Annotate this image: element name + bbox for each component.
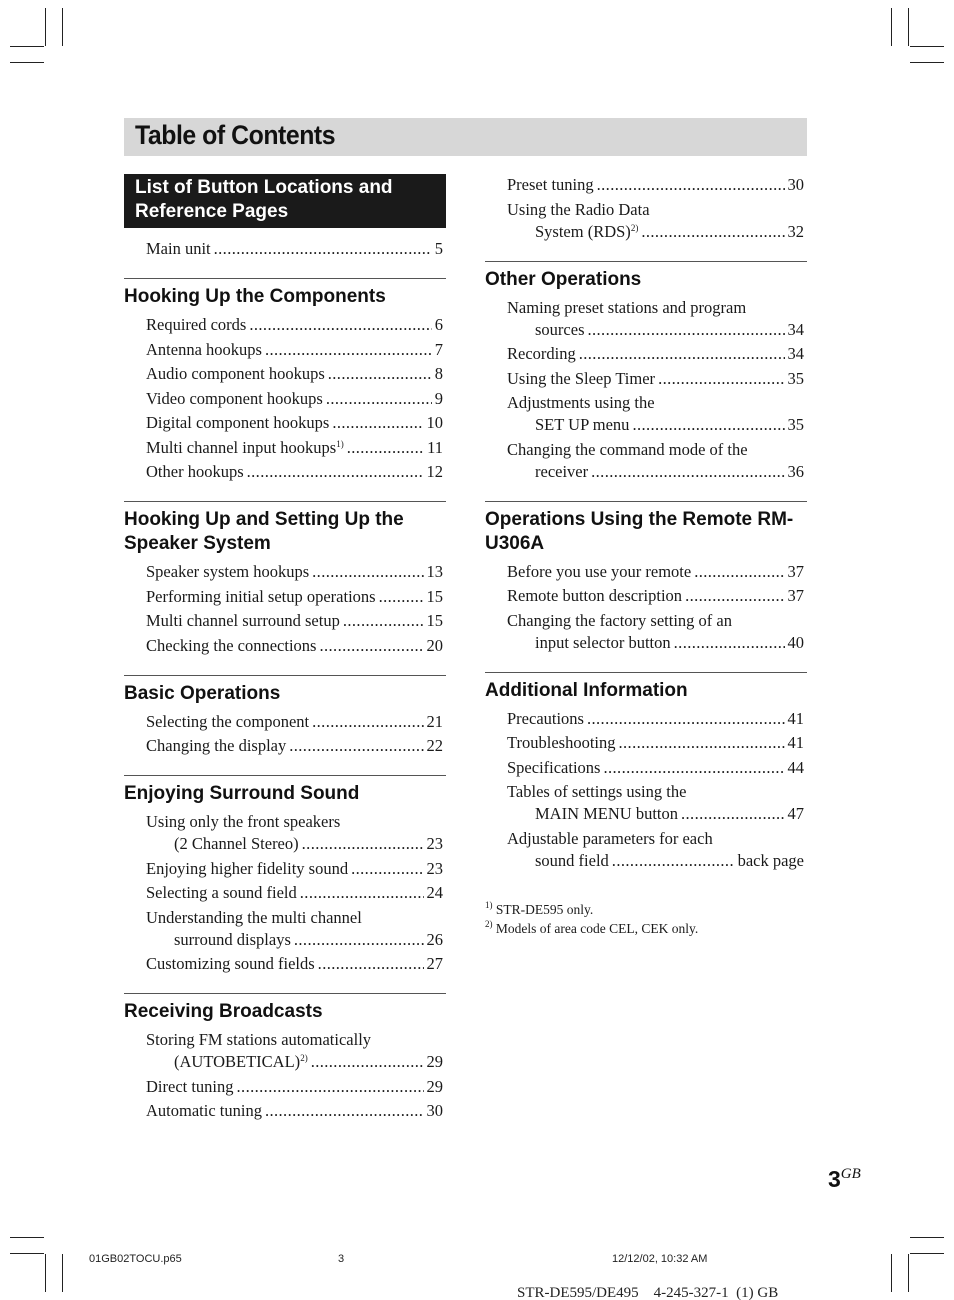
entry-row [146, 561, 443, 583]
entry-label [146, 858, 348, 880]
entry-label-text: Selecting the component [146, 711, 310, 731]
page-ref: 32 [787, 221, 804, 241]
entry-list [124, 811, 446, 975]
page-ref: 20 [426, 635, 443, 655]
entry-label [535, 803, 678, 825]
entry-label-text: Performing initial setup operations [146, 586, 376, 606]
page-ref: 23 [426, 858, 443, 878]
toc-entry [146, 711, 443, 733]
entry-label [146, 363, 325, 385]
entry-list [485, 561, 807, 654]
entry-row [146, 953, 443, 975]
entry-label-text: receiver [535, 461, 589, 481]
entry-label [146, 238, 211, 260]
footer-file: 01GB02TOCU.p65 [89, 1253, 182, 1265]
entry-label [535, 850, 609, 872]
entry-label-text: sound field [535, 850, 609, 870]
leader-dots [612, 850, 735, 872]
crop-mark [910, 46, 944, 47]
page-ref: 29 [426, 1052, 443, 1071]
entry-row [146, 1100, 443, 1122]
entry-row [507, 757, 804, 779]
leader-dots [681, 803, 785, 825]
section-heading: Enjoying Surround Sound [124, 783, 360, 804]
entry-label [507, 174, 594, 196]
entry-label [535, 221, 638, 243]
leader-dots [312, 711, 423, 733]
entry-list [124, 711, 446, 758]
leader-dots [587, 708, 785, 730]
entry-label [174, 929, 291, 951]
leader-dots [674, 632, 785, 654]
entry-row [507, 368, 804, 390]
page-ref: 29 [426, 1076, 443, 1096]
page-ref: 35 [787, 415, 804, 434]
footer-model: STR-DE595/DE495 4-245-327-1 (1) GB [517, 1285, 779, 1300]
page-ref: back page [737, 850, 804, 870]
entry-label [146, 339, 262, 361]
leader-dots [685, 585, 784, 607]
crop-mark [45, 8, 46, 46]
leader-dots [343, 610, 424, 632]
footnote-text: Models of area code CEL, CEK only. [495, 920, 699, 936]
leader-dots [294, 929, 424, 951]
page-ref: 37 [787, 561, 804, 581]
entry-label [146, 314, 246, 336]
crop-mark [62, 1254, 63, 1292]
toc-entry [507, 757, 804, 779]
entry-label-text: Audio component hookups [146, 364, 325, 383]
entry-row [146, 882, 443, 904]
toc-entry [146, 610, 443, 632]
entry-list [485, 174, 807, 243]
page-ref: 40 [787, 632, 804, 652]
entry-row [146, 929, 443, 951]
toc-section [124, 993, 446, 1122]
entry-label [146, 412, 329, 434]
section-heading: Receiving Broadcasts [124, 1001, 323, 1022]
leader-dots [694, 561, 784, 583]
page-ref: 27 [426, 954, 443, 973]
toc-entry [507, 732, 804, 754]
entry-title-line: Tables of settings using the [507, 782, 687, 801]
toc-section [485, 174, 807, 243]
entry-label [507, 585, 682, 607]
footnote [485, 919, 807, 938]
crop-mark [891, 1254, 892, 1292]
toc-entry [507, 392, 804, 436]
entry-label-text: sources [535, 319, 585, 339]
entry-title-line: Adjustable parameters for each [507, 828, 713, 848]
entry-list [124, 314, 446, 483]
crop-mark [10, 46, 44, 47]
page-ref: 5 [434, 239, 443, 258]
entry-label-text: Selecting a sound field [146, 883, 297, 902]
entry-label-text: Before you use your remote [507, 561, 692, 581]
toc-entry [146, 363, 443, 385]
page-ref: 23 [426, 834, 443, 853]
page-ref: 26 [426, 929, 443, 949]
entry-label [146, 388, 323, 410]
entry-label-text: Troubleshooting [507, 733, 616, 752]
footnote-mark: 1) [336, 438, 344, 449]
footnote-mark: 2) [300, 1053, 308, 1063]
section-heading: Additional Information [485, 679, 688, 701]
entry-label [146, 561, 309, 583]
section-heading: Basic Operations [124, 682, 281, 704]
entry-label-text: Multi channel surround setup [146, 611, 340, 630]
leader-dots [265, 1100, 424, 1122]
toc-entry [146, 437, 443, 459]
section-heading: Hooking Up and Setting Up the Speaker System [124, 509, 404, 554]
page-ref: 35 [787, 368, 804, 388]
entry-row [507, 561, 804, 583]
page-ref: 34 [787, 319, 804, 339]
toc-entry [146, 1029, 443, 1073]
entry-row [146, 1051, 443, 1073]
footnote-mark: 2) [630, 222, 639, 233]
toc-entry [146, 586, 443, 608]
entry-title-line: Adjustments using the [507, 393, 655, 412]
toc-entry [507, 368, 804, 390]
page-ref: 37 [787, 586, 804, 605]
entry-row [507, 221, 804, 243]
entry-row [146, 437, 443, 459]
entry-row [146, 711, 443, 733]
toc-entry [146, 238, 443, 260]
page-ref: 22 [426, 736, 443, 755]
crop-mark [891, 8, 892, 46]
toc-entry [146, 339, 443, 361]
toc-entry [507, 561, 804, 583]
page-ref: 41 [787, 733, 804, 752]
entry-label-text: Required cords [146, 315, 247, 334]
leader-dots [289, 735, 423, 757]
toc-entry [507, 828, 804, 872]
entry-row [146, 635, 443, 657]
entry-label-text: Enjoying higher fidelity sound [146, 858, 349, 878]
entry-row [146, 1076, 443, 1098]
leader-dots [332, 412, 423, 434]
toc-section [485, 501, 807, 654]
toc-section [124, 675, 446, 758]
footnote [485, 900, 807, 919]
entry-label-text: System (RDS) [535, 221, 631, 241]
entry-label [146, 635, 316, 657]
entry-row [507, 414, 804, 436]
entry-row [507, 174, 804, 196]
entry-label [507, 343, 576, 365]
entry-row [507, 803, 804, 825]
crop-mark [910, 62, 944, 63]
entry-row [507, 585, 804, 607]
entry-label [146, 437, 344, 459]
page-ref: 11 [427, 437, 443, 457]
entry-row [507, 319, 804, 341]
toc-entry [146, 635, 443, 657]
footer-datetime: 12/12/02, 10:32 AM [612, 1253, 708, 1265]
entry-label [146, 953, 315, 975]
page-ref: 13 [426, 562, 443, 581]
toc-entry [146, 735, 443, 757]
toc-entry [146, 314, 443, 336]
toc-entry [146, 811, 443, 855]
entry-label [535, 414, 629, 436]
crop-mark [45, 1254, 46, 1292]
entry-label-text: Multi channel input hookups [146, 437, 337, 457]
entry-row [146, 238, 443, 260]
crop-mark [910, 1237, 944, 1238]
leader-dots [237, 1076, 424, 1098]
entry-label [507, 732, 616, 754]
toc-entry [507, 781, 804, 825]
entry-label-text: Speaker system hookups [146, 562, 310, 581]
entry-label [507, 561, 691, 583]
page-ref: 30 [787, 175, 804, 194]
entry-row [146, 833, 443, 855]
entry-title-line: Storing FM stations automatically [146, 1030, 372, 1049]
toc-entry [507, 708, 804, 730]
entry-label-text: Preset tuning [507, 175, 594, 194]
right-column [485, 174, 807, 938]
toc-entry [507, 343, 804, 365]
leader-dots [214, 238, 432, 260]
entry-label-text: Video component hookups [146, 388, 323, 408]
leader-dots [379, 586, 424, 608]
entry-label-text: (AUTOBETICAL) [174, 1052, 301, 1071]
entry-label-text: (2 Channel Stereo) [174, 834, 299, 853]
page-title: Table of Contents [135, 120, 336, 150]
page-ref: 6 [434, 315, 443, 334]
leader-dots [579, 343, 785, 365]
leader-dots [641, 221, 784, 243]
section-heading: List of Button Locations and Reference Pages [124, 174, 446, 228]
leader-dots [351, 858, 423, 880]
entry-label [146, 610, 340, 632]
crop-mark [10, 62, 44, 63]
entry-row [146, 586, 443, 608]
footnotes [485, 900, 807, 938]
entry-label-text: Recording [507, 344, 576, 363]
page-ref: 10 [426, 413, 443, 432]
entry-label [146, 882, 297, 904]
entry-label-text: Other hookups [146, 462, 244, 481]
entry-label-text: Digital component hookups [146, 413, 330, 432]
page-ref: 34 [787, 344, 804, 363]
entry-label-text: Checking the connections [146, 635, 317, 655]
toc-entry [146, 1076, 443, 1098]
page-suffix: GB [840, 1166, 861, 1182]
leader-dots [658, 368, 784, 390]
entry-list [124, 561, 446, 657]
entry-row [146, 412, 443, 434]
entry-row [146, 858, 443, 880]
entry-row [507, 632, 804, 654]
toc-section [485, 672, 807, 872]
entry-label [507, 368, 655, 390]
entry-row [146, 461, 443, 483]
entry-label-text: Antenna hookups [146, 339, 262, 359]
entry-row [146, 735, 443, 757]
crop-mark [10, 1237, 44, 1238]
entry-label-text: MAIN MENU button [535, 804, 678, 823]
toc-entry [507, 174, 804, 196]
entry-label [507, 708, 584, 730]
page-ref: 15 [426, 586, 443, 606]
entry-label [146, 735, 286, 757]
toc-entry [507, 585, 804, 607]
entry-row [507, 461, 804, 483]
leader-dots [311, 1051, 424, 1073]
leader-dots [302, 833, 424, 855]
leader-dots [247, 461, 424, 483]
entry-label-text: surround displays [174, 929, 291, 949]
toc-entry [146, 388, 443, 410]
entry-label [535, 461, 588, 483]
entry-row [146, 314, 443, 336]
page-ref: 12 [426, 462, 443, 481]
entry-label [174, 833, 299, 855]
page-ref: 24 [426, 883, 443, 902]
leader-dots [326, 388, 432, 410]
entry-row [146, 363, 443, 385]
toc-entry [146, 882, 443, 904]
section-heading: Other Operations [485, 268, 642, 290]
leader-dots [249, 314, 431, 336]
entry-label [146, 1076, 234, 1098]
entry-label-text: Automatic tuning [146, 1101, 262, 1120]
leader-dots [319, 635, 423, 657]
entry-label [146, 586, 376, 608]
page-ref: 36 [787, 461, 804, 481]
entry-label [146, 711, 309, 733]
entry-label-text: Using the Sleep Timer [507, 368, 656, 388]
crop-mark [908, 1254, 909, 1292]
toc-entry [146, 461, 443, 483]
crop-mark [908, 8, 909, 46]
entry-row [507, 343, 804, 365]
toc-entry [146, 953, 443, 975]
leader-dots [632, 414, 784, 436]
footer-page: 3 [338, 1253, 345, 1265]
entry-title-line: Understanding the multi channel [146, 907, 362, 927]
page-ref: 21 [426, 711, 443, 731]
entry-row [507, 732, 804, 754]
entry-label [507, 757, 600, 779]
toc-entry [146, 907, 443, 951]
footnote-mark: 2) [485, 918, 493, 929]
entry-label [535, 319, 584, 341]
toc-section [124, 775, 446, 975]
toc-entry [146, 412, 443, 434]
entry-title-line: Changing the factory setting of an [507, 610, 732, 630]
entry-row [146, 388, 443, 410]
entry-row [507, 850, 804, 872]
entry-label-text: Specifications [507, 757, 601, 777]
entry-row [146, 339, 443, 361]
entry-list [124, 1029, 446, 1122]
leader-dots [318, 953, 424, 975]
entry-label-text: Remote button description [507, 586, 683, 605]
entry-row [146, 610, 443, 632]
leader-dots [300, 882, 424, 904]
leader-dots [597, 174, 785, 196]
toc-entry [146, 858, 443, 880]
page-ref: 30 [426, 1101, 443, 1120]
page-ref: 44 [787, 757, 804, 777]
entry-list [485, 708, 807, 872]
page-ref: 41 [787, 708, 804, 728]
entry-title-line: Changing the command mode of the [507, 439, 748, 459]
entry-label [146, 1100, 262, 1122]
page-ref: 15 [426, 611, 443, 630]
toc-entry [146, 1100, 443, 1122]
entry-label [174, 1051, 308, 1073]
entry-label-text: input selector button [535, 632, 671, 652]
entry-label-text: SET UP menu [535, 415, 630, 434]
entry-label-text: Precautions [507, 708, 584, 728]
leader-dots [328, 363, 432, 385]
leader-dots [587, 319, 784, 341]
leader-dots [603, 757, 784, 779]
page-ref: 7 [434, 339, 443, 359]
leader-dots [312, 561, 423, 583]
entry-label-text: Direct tuning [146, 1076, 234, 1096]
toc-section [124, 174, 446, 260]
entry-label-text: Main unit [146, 239, 211, 258]
entry-list [124, 238, 446, 260]
entry-title-line: Using the Radio Data [507, 199, 650, 219]
leader-dots [619, 732, 785, 754]
entry-label [146, 461, 244, 483]
toc-entry [507, 439, 804, 483]
leader-dots [347, 437, 424, 459]
crop-mark [910, 1253, 944, 1254]
entry-label [535, 632, 671, 654]
entry-title-line: Using only the front speakers [146, 812, 341, 831]
entry-title-line: Naming preset stations and program [507, 297, 747, 317]
page-number: $3^{GB}$ [828, 1166, 861, 1192]
leader-dots [265, 339, 432, 361]
toc-entry [507, 610, 804, 654]
page-ref: 47 [787, 804, 804, 823]
section-heading: Operations Using the Remote RM-U306A [485, 508, 794, 554]
entry-label-text: Customizing sound fields [146, 954, 315, 973]
page-ref: 8 [434, 364, 443, 383]
page-ref: 9 [434, 388, 443, 408]
toc-section [124, 501, 446, 657]
left-column [124, 174, 446, 1125]
toc-entry [146, 561, 443, 583]
leader-dots [591, 461, 784, 483]
toc-entry [507, 297, 804, 341]
footnote-text: STR-DE595 only. [495, 901, 594, 917]
section-heading: Hooking Up the Components [124, 286, 386, 307]
entry-list [485, 297, 807, 483]
toc-section [485, 261, 807, 483]
entry-label-text: Changing the display [146, 736, 287, 755]
toc-section [124, 278, 446, 483]
crop-mark [62, 8, 63, 46]
footnote-mark: 1) [485, 899, 493, 910]
toc-entry [507, 199, 804, 243]
crop-mark [10, 1253, 44, 1254]
entry-row [507, 708, 804, 730]
